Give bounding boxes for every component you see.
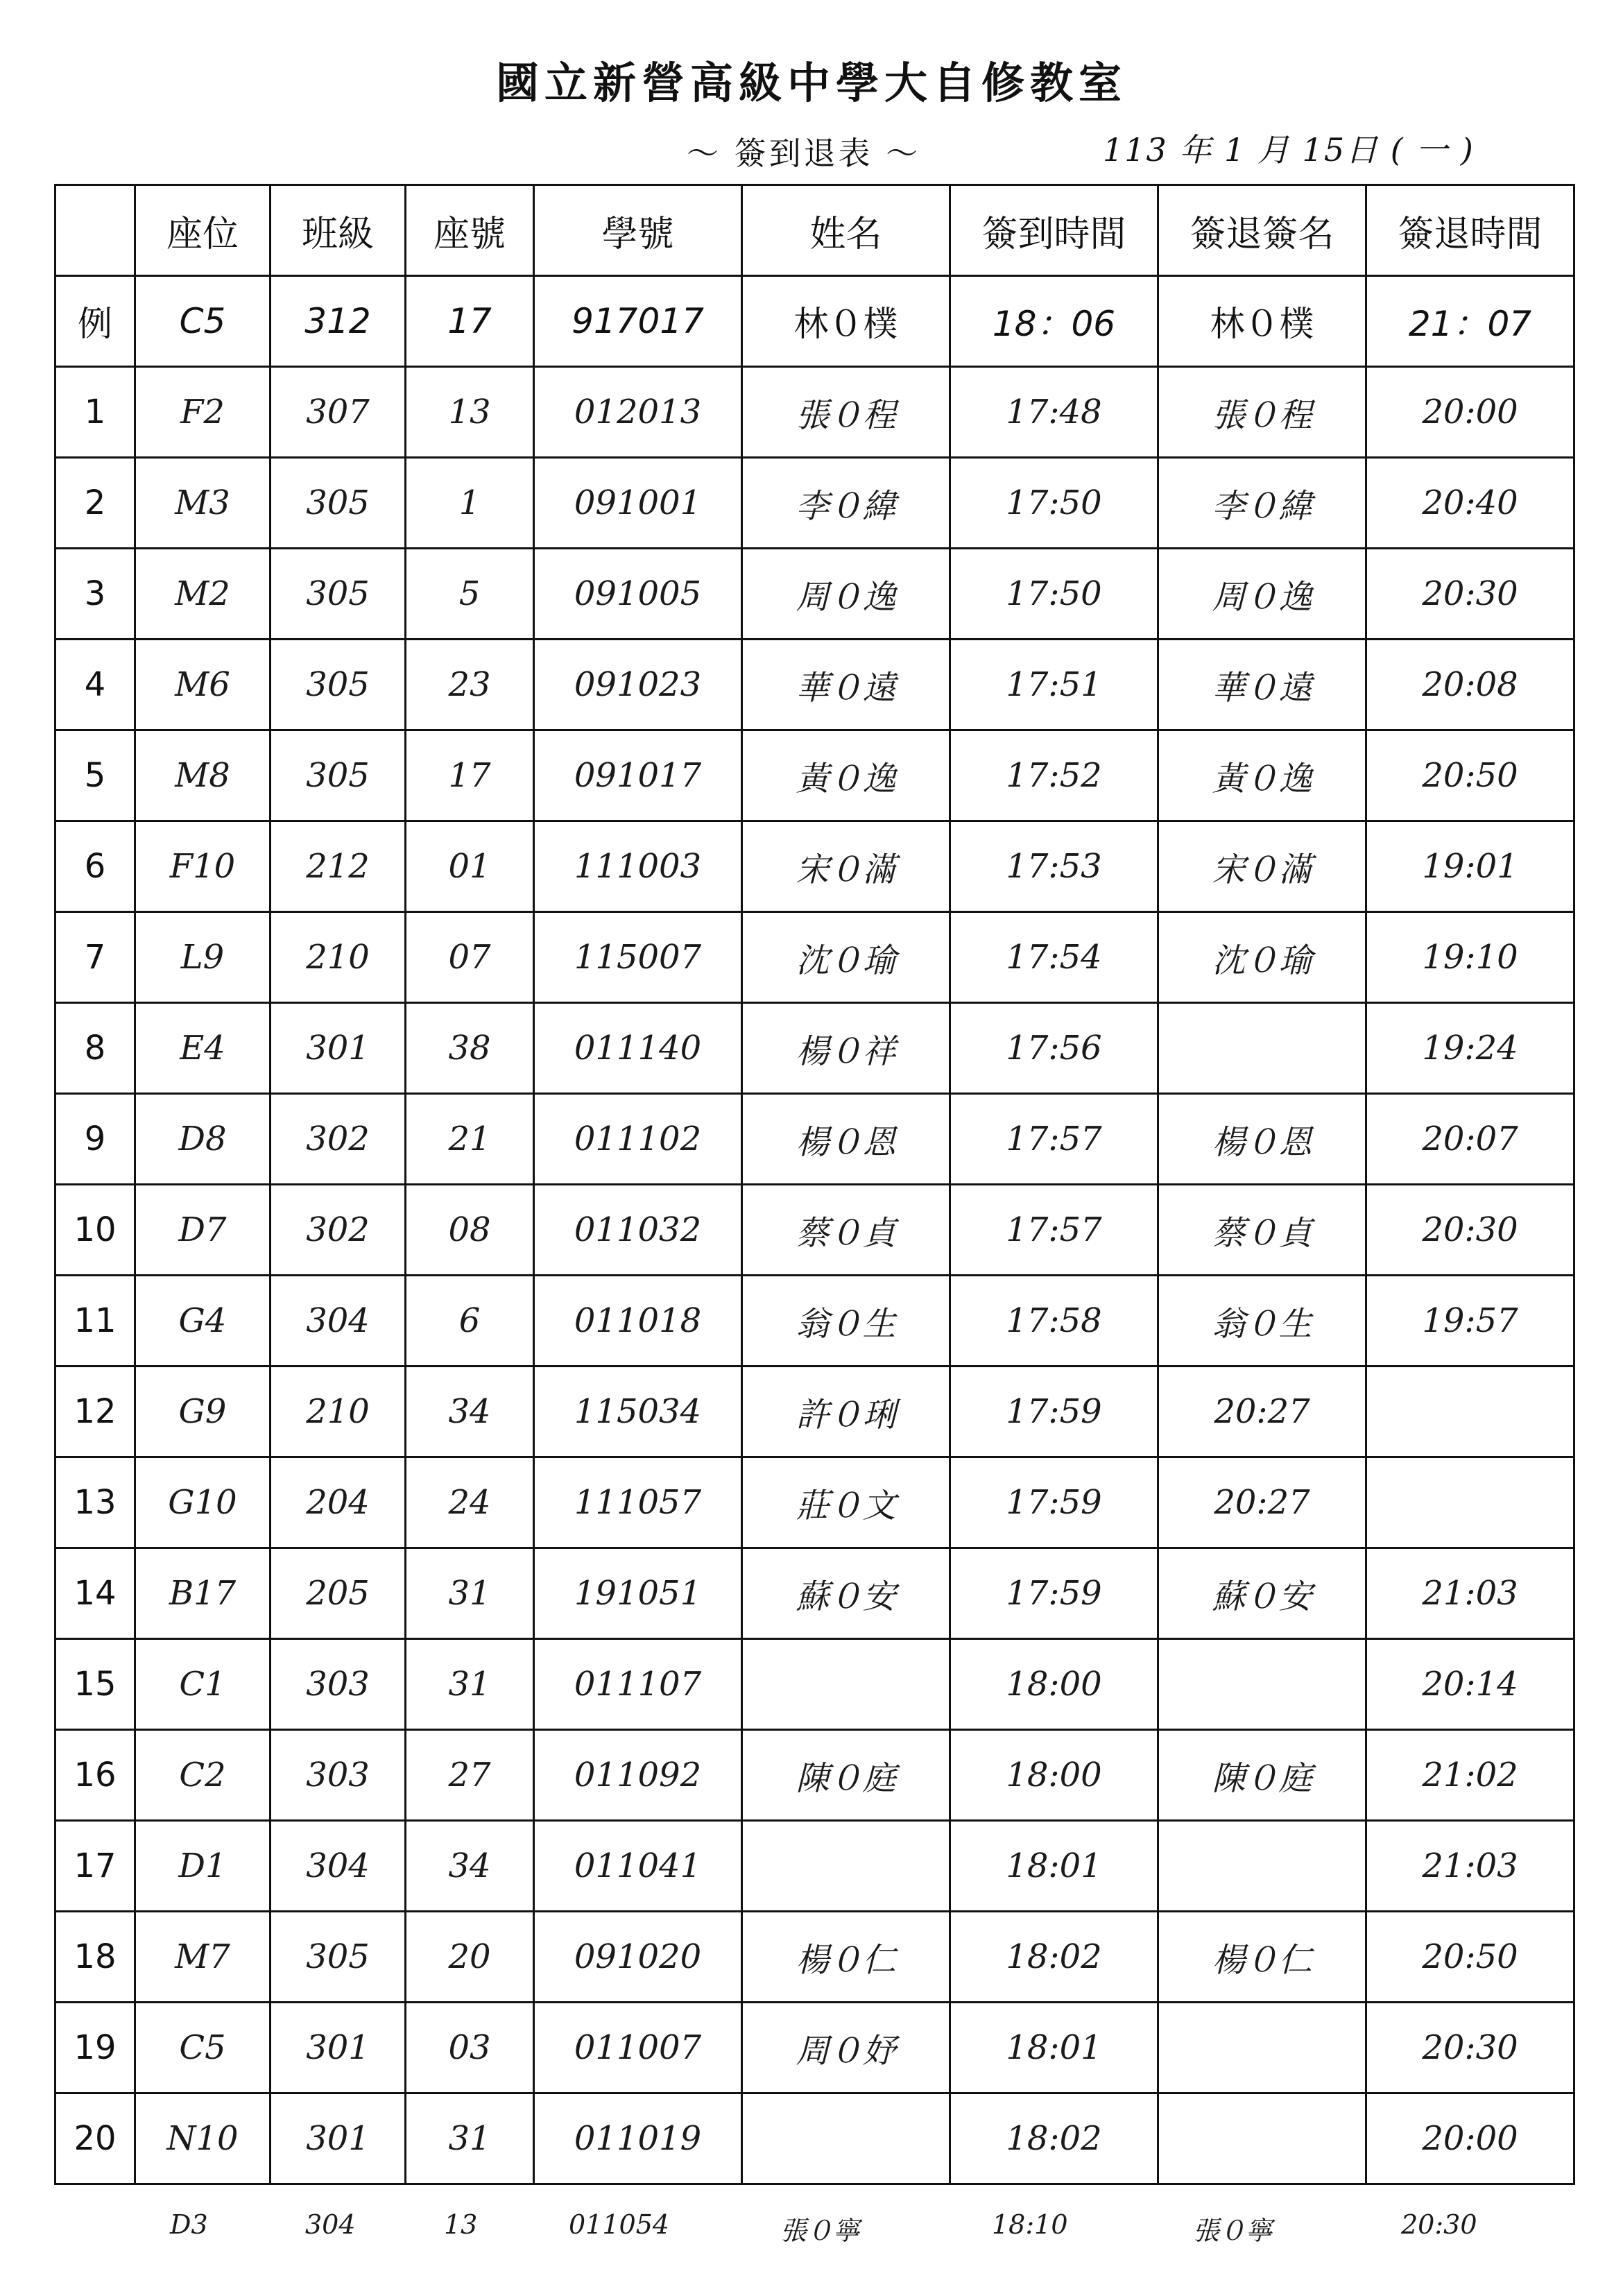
student-id-cell: 091005 bbox=[534, 549, 742, 640]
sign-out-cell: 20:50 bbox=[1366, 730, 1574, 821]
row-number: 15 bbox=[55, 1639, 135, 1730]
header-cell-number: 座號 bbox=[406, 185, 534, 276]
sign-in-cell: 17:52 bbox=[950, 730, 1158, 821]
sign-out-name-cell: 陳０庭 bbox=[1158, 1730, 1366, 1821]
number-cell: 20 bbox=[406, 1912, 534, 2003]
name-cell: 翁０生 bbox=[742, 1276, 950, 1367]
sign-out-name-cell: 蔡０貞 bbox=[1158, 1185, 1366, 1276]
class-cell: 301 bbox=[270, 2003, 406, 2093]
name-cell bbox=[742, 1821, 950, 1912]
sign-out-name-cell: 林０樸 bbox=[1158, 276, 1366, 367]
example-row bbox=[55, 276, 1574, 367]
number-cell: 13 bbox=[406, 367, 534, 458]
header-cell-student-id: 學號 bbox=[534, 185, 742, 276]
row-number: 9 bbox=[55, 1094, 135, 1185]
number-cell: 17 bbox=[406, 276, 534, 367]
sign-in-cell: 17:50 bbox=[950, 549, 1158, 640]
class-cell: 205 bbox=[270, 1548, 406, 1639]
sign-out-name-cell: 翁０生 bbox=[1158, 1276, 1366, 1367]
sign-out-name-cell bbox=[1158, 1639, 1366, 1730]
student-id-cell: 011007 bbox=[534, 2003, 742, 2093]
name-cell: 陳０庭 bbox=[742, 1730, 950, 1821]
sign-out-name-cell bbox=[1158, 2093, 1366, 2184]
name-cell: 蔡０貞 bbox=[742, 1185, 950, 1276]
row-number: 17 bbox=[55, 1821, 135, 1912]
sign-in-table bbox=[54, 184, 1575, 2185]
name-cell: 宋０滿 bbox=[742, 821, 950, 912]
header-cell-class: 班級 bbox=[270, 185, 406, 276]
row-number: 14 bbox=[55, 1548, 135, 1639]
sign-out-name-cell: 20:27 bbox=[1158, 1457, 1366, 1548]
sheet-subtitle: ～ 簽到退表 ～ bbox=[687, 135, 921, 172]
sign-out-name-cell: 楊０恩 bbox=[1158, 1094, 1366, 1185]
table-row bbox=[55, 1457, 1574, 1548]
sign-in-cell: 17:57 bbox=[950, 1094, 1158, 1185]
class-cell: 305 bbox=[270, 1912, 406, 2003]
seat-cell: D7 bbox=[135, 1185, 270, 1276]
sign-in-cell: 17:59 bbox=[950, 1548, 1158, 1639]
row-number: 1 bbox=[55, 367, 135, 458]
seat-cell: F10 bbox=[135, 821, 270, 912]
name-cell: 沈０瑜 bbox=[742, 912, 950, 1003]
sign-out-name-cell bbox=[1158, 1003, 1366, 1094]
name-cell: 楊０恩 bbox=[742, 1094, 950, 1185]
table-row bbox=[55, 1367, 1574, 1457]
seat-cell: E4 bbox=[135, 1003, 270, 1094]
name-cell: 黃０逸 bbox=[742, 730, 950, 821]
number-cell: 07 bbox=[406, 912, 534, 1003]
seat-cell: G9 bbox=[135, 1367, 270, 1457]
number-cell: 34 bbox=[406, 1821, 534, 1912]
name-cell: 楊０仁 bbox=[742, 1912, 950, 2003]
student-id-cell: 011092 bbox=[534, 1730, 742, 1821]
seat-cell: C2 bbox=[135, 1730, 270, 1821]
header-cell-sign-in: 簽到時間 bbox=[950, 185, 1158, 276]
student-id-cell: 191051 bbox=[534, 1548, 742, 1639]
table-row bbox=[55, 1094, 1574, 1185]
table-row bbox=[55, 367, 1574, 458]
class-cell: 301 bbox=[270, 1003, 406, 1094]
student-id-cell: 012013 bbox=[534, 367, 742, 458]
seat-cell: C1 bbox=[135, 1639, 270, 1730]
number-cell: 21 bbox=[406, 1094, 534, 1185]
row-number: 13 bbox=[55, 1457, 135, 1548]
name-cell: 華０遠 bbox=[742, 640, 950, 730]
number-cell: 31 bbox=[406, 2093, 534, 2184]
row-number: 11 bbox=[55, 1276, 135, 1367]
sign-in-cell: 18:00 bbox=[950, 1730, 1158, 1821]
number-cell: 31 bbox=[406, 1639, 534, 1730]
class-cell: 212 bbox=[270, 821, 406, 912]
sign-out-cell bbox=[1366, 1367, 1574, 1457]
header-cell-sign-out-name: 簽退簽名 bbox=[1158, 185, 1366, 276]
number-cell: 01 bbox=[406, 821, 534, 912]
class-cell: 303 bbox=[270, 1639, 406, 1730]
sign-out-name-cell: 沈０瑜 bbox=[1158, 912, 1366, 1003]
row-number: 19 bbox=[55, 2003, 135, 2093]
number-cell: 24 bbox=[406, 1457, 534, 1548]
seat-cell: D1 bbox=[135, 1821, 270, 1912]
seat-cell: F2 bbox=[135, 367, 270, 458]
row-number: 10 bbox=[55, 1185, 135, 1276]
name-cell: 許０琍 bbox=[742, 1367, 950, 1457]
class-cell: 204 bbox=[270, 1457, 406, 1548]
seat-cell: L9 bbox=[135, 912, 270, 1003]
row-number: 3 bbox=[55, 549, 135, 640]
row-number: 6 bbox=[55, 821, 135, 912]
sign-out-cell: 20:40 bbox=[1366, 458, 1574, 549]
table-row bbox=[55, 2003, 1574, 2093]
table-row bbox=[55, 1548, 1574, 1639]
header-row bbox=[55, 185, 1574, 276]
table-row bbox=[55, 1185, 1574, 1276]
header-cell-sign-out: 簽退時間 bbox=[1366, 185, 1574, 276]
sign-out-name-cell: 楊０仁 bbox=[1158, 1912, 1366, 2003]
sign-in-cell: 18:02 bbox=[950, 1912, 1158, 2003]
student-id-cell: 011107 bbox=[534, 1639, 742, 1730]
extra-sign-in: 18:10 bbox=[992, 2209, 1068, 2240]
student-id-cell: 091017 bbox=[534, 730, 742, 821]
table-row bbox=[55, 821, 1574, 912]
number-cell: 38 bbox=[406, 1003, 534, 1094]
class-cell: 304 bbox=[270, 1276, 406, 1367]
seat-cell: G10 bbox=[135, 1457, 270, 1548]
sign-in-cell: 18:01 bbox=[950, 1821, 1158, 1912]
sign-in-cell: 17:53 bbox=[950, 821, 1158, 912]
class-cell: 305 bbox=[270, 549, 406, 640]
sign-out-cell: 21:03 bbox=[1366, 1548, 1574, 1639]
seat-cell: B17 bbox=[135, 1548, 270, 1639]
table-row bbox=[55, 2093, 1574, 2184]
row-number: 2 bbox=[55, 458, 135, 549]
sign-out-cell: 19:24 bbox=[1366, 1003, 1574, 1094]
sign-in-cell: 17:51 bbox=[950, 640, 1158, 730]
row-number: 18 bbox=[55, 1912, 135, 2003]
class-cell: 301 bbox=[270, 2093, 406, 2184]
sign-out-cell: 20:00 bbox=[1366, 2093, 1574, 2184]
sign-in-cell: 18:02 bbox=[950, 2093, 1158, 2184]
seat-cell: M8 bbox=[135, 730, 270, 821]
student-id-cell: 011041 bbox=[534, 1821, 742, 1912]
row-number: 8 bbox=[55, 1003, 135, 1094]
seat-cell: M3 bbox=[135, 458, 270, 549]
header-cell-no bbox=[55, 185, 135, 276]
sign-out-cell: 21:02 bbox=[1366, 1730, 1574, 1821]
sign-in-cell: 17:50 bbox=[950, 458, 1158, 549]
name-cell: 張０程 bbox=[742, 367, 950, 458]
sign-out-name-cell: 李０緯 bbox=[1158, 458, 1366, 549]
sign-out-cell: 20:50 bbox=[1366, 1912, 1574, 2003]
table-row bbox=[55, 1912, 1574, 2003]
name-cell: 周０妤 bbox=[742, 2003, 950, 2093]
class-cell: 305 bbox=[270, 730, 406, 821]
extra-number: 13 bbox=[444, 2209, 478, 2240]
sign-out-name-cell bbox=[1158, 2003, 1366, 2093]
extra-sign-out-name: 張０寧 bbox=[1193, 2216, 1273, 2246]
sign-in-cell: 18：06 bbox=[950, 276, 1158, 367]
table-row bbox=[55, 1821, 1574, 1912]
row-number: 12 bbox=[55, 1367, 135, 1457]
table-row bbox=[55, 1639, 1574, 1730]
student-id-cell: 011140 bbox=[534, 1003, 742, 1094]
student-id-cell: 917017 bbox=[534, 276, 742, 367]
table-row bbox=[55, 912, 1574, 1003]
seat-cell: C5 bbox=[135, 276, 270, 367]
number-cell: 08 bbox=[406, 1185, 534, 1276]
seat-cell: M7 bbox=[135, 1912, 270, 2003]
table-row bbox=[55, 1276, 1574, 1367]
class-cell: 305 bbox=[270, 640, 406, 730]
student-id-cell: 011102 bbox=[534, 1094, 742, 1185]
class-cell: 210 bbox=[270, 1367, 406, 1457]
row-number: 7 bbox=[55, 912, 135, 1003]
number-cell: 31 bbox=[406, 1548, 534, 1639]
student-id-cell: 115034 bbox=[534, 1367, 742, 1457]
sheet-title: 國立新營高級中學大自修教室 bbox=[495, 58, 1127, 108]
number-cell: 27 bbox=[406, 1730, 534, 1821]
sign-out-cell: 19:57 bbox=[1366, 1276, 1574, 1367]
header-cell-name: 姓名 bbox=[742, 185, 950, 276]
sign-in-cell: 18:01 bbox=[950, 2003, 1158, 2093]
extra-sign-out: 20:30 bbox=[1401, 2209, 1477, 2240]
sign-in-cell: 17:54 bbox=[950, 912, 1158, 1003]
student-id-cell: 011019 bbox=[534, 2093, 742, 2184]
sign-in-cell: 17:58 bbox=[950, 1276, 1158, 1367]
name-cell: 蘇０安 bbox=[742, 1548, 950, 1639]
number-cell: 23 bbox=[406, 640, 534, 730]
extra-seat: D3 bbox=[170, 2209, 208, 2240]
sign-out-name-cell: 華０遠 bbox=[1158, 640, 1366, 730]
name-cell: 莊０文 bbox=[742, 1457, 950, 1548]
seat-cell: N10 bbox=[135, 2093, 270, 2184]
row-number: 20 bbox=[55, 2093, 135, 2184]
student-id-cell: 111003 bbox=[534, 821, 742, 912]
sign-out-cell: 20:08 bbox=[1366, 640, 1574, 730]
student-id-cell: 111057 bbox=[534, 1457, 742, 1548]
table-row bbox=[55, 1730, 1574, 1821]
number-cell: 6 bbox=[406, 1276, 534, 1367]
seat-cell: G4 bbox=[135, 1276, 270, 1367]
table-row bbox=[55, 458, 1574, 549]
sign-out-cell: 20:00 bbox=[1366, 367, 1574, 458]
class-cell: 302 bbox=[270, 1185, 406, 1276]
student-id-cell: 091001 bbox=[534, 458, 742, 549]
student-id-cell: 011018 bbox=[534, 1276, 742, 1367]
table-row bbox=[55, 640, 1574, 730]
extra-class: 304 bbox=[305, 2209, 356, 2240]
sign-in-cell: 17:56 bbox=[950, 1003, 1158, 1094]
seat-cell: M2 bbox=[135, 549, 270, 640]
sign-out-cell: 19:10 bbox=[1366, 912, 1574, 1003]
row-number: 例 bbox=[55, 276, 135, 367]
header-cell-seat: 座位 bbox=[135, 185, 270, 276]
name-cell: 楊０祥 bbox=[742, 1003, 950, 1094]
sign-out-cell: 20:30 bbox=[1366, 549, 1574, 640]
number-cell: 03 bbox=[406, 2003, 534, 2093]
sign-out-name-cell: 張０程 bbox=[1158, 367, 1366, 458]
row-number: 16 bbox=[55, 1730, 135, 1821]
extra-name: 張０寧 bbox=[780, 2216, 860, 2246]
name-cell bbox=[742, 2093, 950, 2184]
class-cell: 307 bbox=[270, 367, 406, 458]
class-cell: 303 bbox=[270, 1730, 406, 1821]
sign-out-cell bbox=[1366, 1457, 1574, 1548]
student-id-cell: 091020 bbox=[534, 1912, 742, 2003]
row-number: 5 bbox=[55, 730, 135, 821]
student-id-cell: 091023 bbox=[534, 640, 742, 730]
sign-in-cell: 17:59 bbox=[950, 1367, 1158, 1457]
name-cell: 周０逸 bbox=[742, 549, 950, 640]
seat-cell: C5 bbox=[135, 2003, 270, 2093]
number-cell: 34 bbox=[406, 1367, 534, 1457]
student-id-cell: 115007 bbox=[534, 912, 742, 1003]
extra-student-id: 011054 bbox=[569, 2209, 670, 2240]
sign-in-cell: 18:00 bbox=[950, 1639, 1158, 1730]
class-cell: 210 bbox=[270, 912, 406, 1003]
name-cell bbox=[742, 1639, 950, 1730]
sign-out-name-cell: 蘇０安 bbox=[1158, 1548, 1366, 1639]
class-cell: 305 bbox=[270, 458, 406, 549]
sign-out-cell: 21:03 bbox=[1366, 1821, 1574, 1912]
table-row bbox=[55, 730, 1574, 821]
sign-out-name-cell bbox=[1158, 1821, 1366, 1912]
sign-out-name-cell: 宋０滿 bbox=[1158, 821, 1366, 912]
sheet-date: 113 年 1 月 15日 ( 一 ) bbox=[1103, 131, 1475, 169]
sign-out-cell: 21：07 bbox=[1366, 276, 1574, 367]
sign-in-cell: 17:59 bbox=[950, 1457, 1158, 1548]
student-id-cell: 011032 bbox=[534, 1185, 742, 1276]
table-row bbox=[55, 549, 1574, 640]
class-cell: 304 bbox=[270, 1821, 406, 1912]
name-cell: 林０樸 bbox=[742, 276, 950, 367]
seat-cell: D8 bbox=[135, 1094, 270, 1185]
sign-out-cell: 20:30 bbox=[1366, 1185, 1574, 1276]
class-cell: 302 bbox=[270, 1094, 406, 1185]
class-cell: 312 bbox=[270, 276, 406, 367]
sign-in-cell: 17:48 bbox=[950, 367, 1158, 458]
sign-out-cell: 20:30 bbox=[1366, 2003, 1574, 2093]
sign-out-cell: 20:07 bbox=[1366, 1094, 1574, 1185]
row-number: 4 bbox=[55, 640, 135, 730]
number-cell: 5 bbox=[406, 549, 534, 640]
sign-out-cell: 20:14 bbox=[1366, 1639, 1574, 1730]
name-cell: 李０緯 bbox=[742, 458, 950, 549]
sign-in-cell: 17:57 bbox=[950, 1185, 1158, 1276]
number-cell: 1 bbox=[406, 458, 534, 549]
seat-cell: M6 bbox=[135, 640, 270, 730]
table-row bbox=[55, 1003, 1574, 1094]
sign-out-name-cell: 周０逸 bbox=[1158, 549, 1366, 640]
sign-out-name-cell: 20:27 bbox=[1158, 1367, 1366, 1457]
sign-out-cell: 19:01 bbox=[1366, 821, 1574, 912]
sign-out-name-cell: 黃０逸 bbox=[1158, 730, 1366, 821]
number-cell: 17 bbox=[406, 730, 534, 821]
